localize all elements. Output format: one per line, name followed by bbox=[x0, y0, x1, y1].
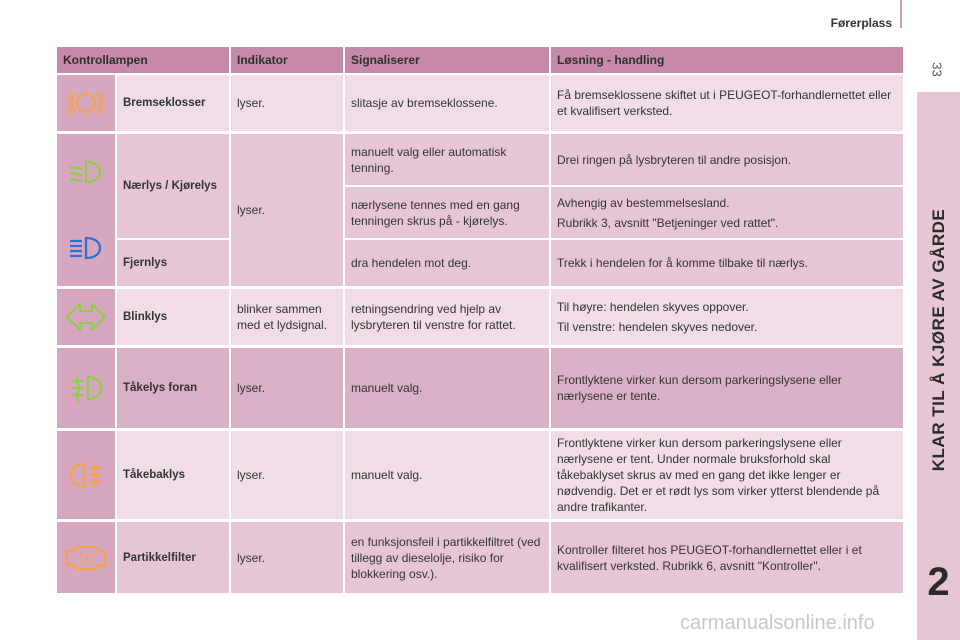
solution-fjernlys bbox=[551, 240, 903, 286]
column-header-losning: Løsning - handling bbox=[551, 47, 903, 73]
solution-text: Drei ringen på lysbryteren til andre posisjon. bbox=[557, 152, 792, 167]
indicator-blinklys: blinker sammen med et lydsignal. bbox=[231, 289, 343, 345]
front-fog-icon-cell bbox=[57, 348, 115, 428]
solution-partikkelfilter bbox=[551, 522, 903, 593]
header-divider bbox=[900, 0, 902, 28]
signal-naerlys-b: nærlysene tennes med en gang tenningen skrus på - kjørelys. bbox=[345, 187, 549, 238]
signal-bremseklosser: slitasje av bremseklossene. bbox=[345, 75, 549, 131]
rear-fog-icon-cell bbox=[57, 431, 115, 519]
lamp-name-fjernlys: Fjernlys bbox=[117, 240, 229, 286]
solution-takelys bbox=[551, 348, 903, 428]
headlamp-icon-cell bbox=[57, 134, 115, 286]
solution-bremseklosser bbox=[551, 75, 903, 131]
solution-text: Trekk i hendelen for å komme tilbake til nærlys. bbox=[557, 256, 808, 270]
column-header-signaliserer: Signaliserer bbox=[345, 47, 549, 73]
solution-text: Frontlyktene virker kun dersom parkeringslysene eller nærlysene er tente. bbox=[557, 373, 842, 403]
particle-filter-icon bbox=[63, 543, 109, 573]
main-beam-icon bbox=[66, 233, 106, 263]
front-fog-lamp-icon bbox=[66, 372, 106, 404]
rear-fog-lamp-icon bbox=[66, 459, 106, 491]
solution-text: Avhengig av bestemmelsesland. bbox=[557, 195, 730, 210]
solution-text: Kontroller filteret hos PEUGEOT-forhandlernettet eller i et kvalifisert verksted. Rubrikk 6, avsnitt "Kontroller". bbox=[557, 542, 862, 573]
lamp-name-takelys: Tåkelys foran bbox=[117, 348, 229, 428]
indicator-takebaklys: lyser. bbox=[231, 431, 343, 519]
lamp-name-takebaklys: Tåkebaklys bbox=[117, 431, 229, 519]
dipped-beam-icon bbox=[66, 157, 106, 187]
solution-text: Få bremseklossene skiftet ut i PEUGEOT-forhandlernettet eller et kvalifisert verksted. bbox=[557, 88, 892, 118]
signal-takebaklys: manuelt valg. bbox=[345, 431, 549, 519]
chapter-title: KLAR TIL Å KJØRE AV GÅRDE bbox=[928, 208, 948, 472]
chapter-title-wrap bbox=[917, 130, 960, 550]
page-header bbox=[0, 0, 960, 40]
turn-signal-icon-cell bbox=[57, 289, 115, 345]
turn-signal-icon bbox=[64, 299, 108, 335]
solution-takebaklys bbox=[551, 431, 903, 519]
signal-blinklys: retningsendring ved hjelp av lysbryteren til venstre for rattet. bbox=[345, 289, 549, 345]
brake-pad-icon-cell bbox=[57, 75, 115, 131]
column-header-kontrollampen: Kontrollampen bbox=[57, 47, 229, 73]
lamp-name-bremseklosser: Bremseklosser bbox=[117, 75, 229, 131]
signal-fjernlys: dra hendelen mot deg. bbox=[345, 240, 549, 286]
signal-takelys: manuelt valg. bbox=[345, 348, 549, 428]
indicator-partikkelfilter: lyser. bbox=[231, 522, 343, 593]
solution-naerlys-a bbox=[551, 134, 903, 185]
signal-naerlys-a: manuelt valg eller automatisk tenning. bbox=[345, 134, 549, 185]
solution-text: Rubrikk 3, avsnitt "Betjeninger ved rattet". bbox=[557, 215, 779, 230]
section-title: Førerplass bbox=[830, 16, 892, 30]
lamp-name-blinklys: Blinklys bbox=[117, 289, 229, 345]
chapter-number: 2 bbox=[927, 560, 950, 604]
lamp-name-partikkelfilter: Partikkelfilter bbox=[117, 522, 229, 593]
particle-filter-icon-cell bbox=[57, 522, 115, 593]
solution-text: Frontlyktene virker kun dersom parkeringslysene eller nærlysene er tent. Under normale bruksforhold skal tåkebaklyset skrus av med en gang det ikke lenger er nødvendig. Det er et rødt lys som virker ytterst blendende på andre trafikanter. bbox=[557, 436, 880, 514]
brake-pad-warning-icon bbox=[66, 88, 106, 118]
indicator-naerlys: lyser. bbox=[231, 134, 343, 286]
solution-naerlys-b bbox=[551, 187, 903, 238]
watermark-link[interactable]: carmanualsonline.info bbox=[680, 612, 875, 634]
column-header-indikator: Indikator bbox=[231, 47, 343, 73]
solution-text: Til høyre: hendelen skyves oppover. bbox=[557, 300, 749, 314]
page-number: 33 bbox=[929, 62, 945, 77]
solution-text: Til venstre: hendelen skyves nedover. bbox=[557, 320, 758, 334]
lamp-name-naerlys: Nærlys / Kjørelys bbox=[117, 134, 229, 238]
solution-blinklys bbox=[551, 289, 903, 345]
indicator-bremseklosser: lyser. bbox=[231, 75, 343, 131]
indicator-takelys: lyser. bbox=[231, 348, 343, 428]
signal-partikkelfilter: en funksjonsfeil i partikkelfiltret (ved tillegg av dieselolje, risiko for blokkering osv.). bbox=[345, 522, 549, 593]
